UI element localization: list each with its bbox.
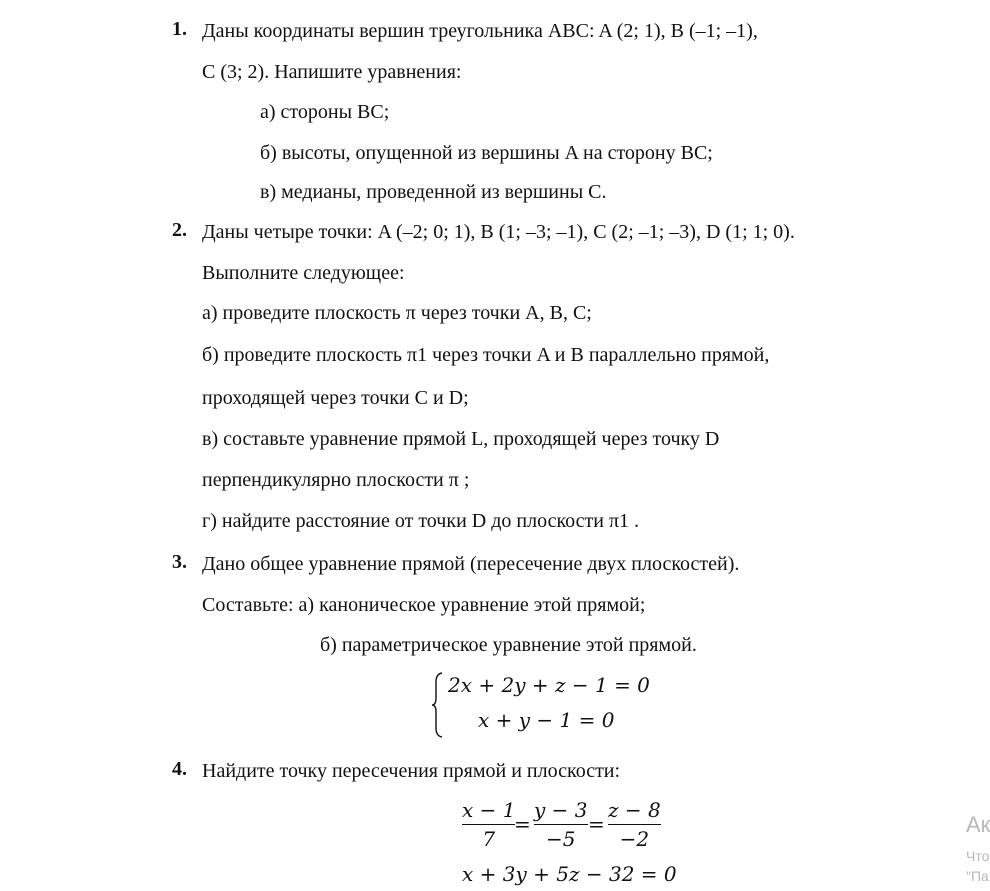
fraction-x-numerator: x − 1 <box>462 798 516 822</box>
problem-2-item-d: г) найдите расстояние от точки D до плоскости π1 . <box>202 510 640 532</box>
problem-1-line-2: C (3; 2). Напишите уравнения: <box>202 61 462 83</box>
problem-3-line-1: Дано общее уравнение прямой (пересечение двух плоскостей). <box>202 553 740 575</box>
equals-sign-1: = <box>514 812 531 836</box>
problem-2-item-b-cont: проходящей через точки C и D; <box>202 387 469 409</box>
system-brace <box>432 672 444 738</box>
problem-2-number: 2. <box>172 219 187 241</box>
system-equation-1: 2x + 2y + z − 1 = 0 <box>448 673 650 697</box>
fraction-z-denominator: −2 <box>619 827 650 851</box>
watermark-line-1: Что <box>966 848 990 864</box>
problem-1-item-b: б) высоты, опущенной из вершины A на сторону BC; <box>260 142 713 164</box>
problem-3-number: 3. <box>172 551 187 573</box>
problem-1-item-c: в) медианы, проведенной из вершины C. <box>260 181 607 203</box>
problem-3-line-3: б) параметрическое уравнение этой прямой. <box>320 634 697 656</box>
fraction-y <box>534 796 588 853</box>
system-equation-2: x + y − 1 = 0 <box>478 708 615 732</box>
problem-2-item-c: в) составьте уравнение прямой L, проходящей через точку D <box>202 428 720 450</box>
fraction-x-denominator: 7 <box>482 827 496 851</box>
watermark-line-2: "Па <box>966 868 989 884</box>
problem-1-line-1: Даны координаты вершин треугольника ABC: A (2; 1), B (–1; –1), <box>202 20 758 42</box>
problem-4-number: 4. <box>172 758 187 780</box>
problem-4-line-1: Найдите точку пересечения прямой и плоскости: <box>202 760 621 782</box>
problem-2-item-a: а) проведите плоскость π через точки A, B, C; <box>202 302 592 324</box>
fraction-x <box>462 796 515 853</box>
equals-sign-2: = <box>588 812 605 836</box>
fraction-z-numerator: z − 8 <box>608 798 661 822</box>
problem-1-item-a: а) стороны BC; <box>260 101 390 123</box>
fraction-z <box>608 796 661 853</box>
problem-1-number: 1. <box>172 18 187 40</box>
fraction-y-numerator: y − 3 <box>534 798 588 822</box>
fraction-y-denominator: −5 <box>546 827 576 851</box>
problem-2-item-b: б) проведите плоскость π1 через точки A и B параллельно прямой, <box>202 344 770 366</box>
problem-2-line-1: Даны четыре точки: A (–2; 0; 1), B (1; –3; –1), C (2; –1; –3), D (1; 1; 0). <box>202 221 795 243</box>
problem-2-item-c-cont: перпендикулярно плоскости π ; <box>202 469 470 491</box>
plane-equation: x + 3y + 5z − 32 = 0 <box>462 862 677 886</box>
problem-3-line-2: Составьте: а) каноническое уравнение этой прямой; <box>202 594 646 616</box>
problem-2-line-2: Выполните следующее: <box>202 262 405 284</box>
watermark-title: Ак <box>966 812 990 837</box>
